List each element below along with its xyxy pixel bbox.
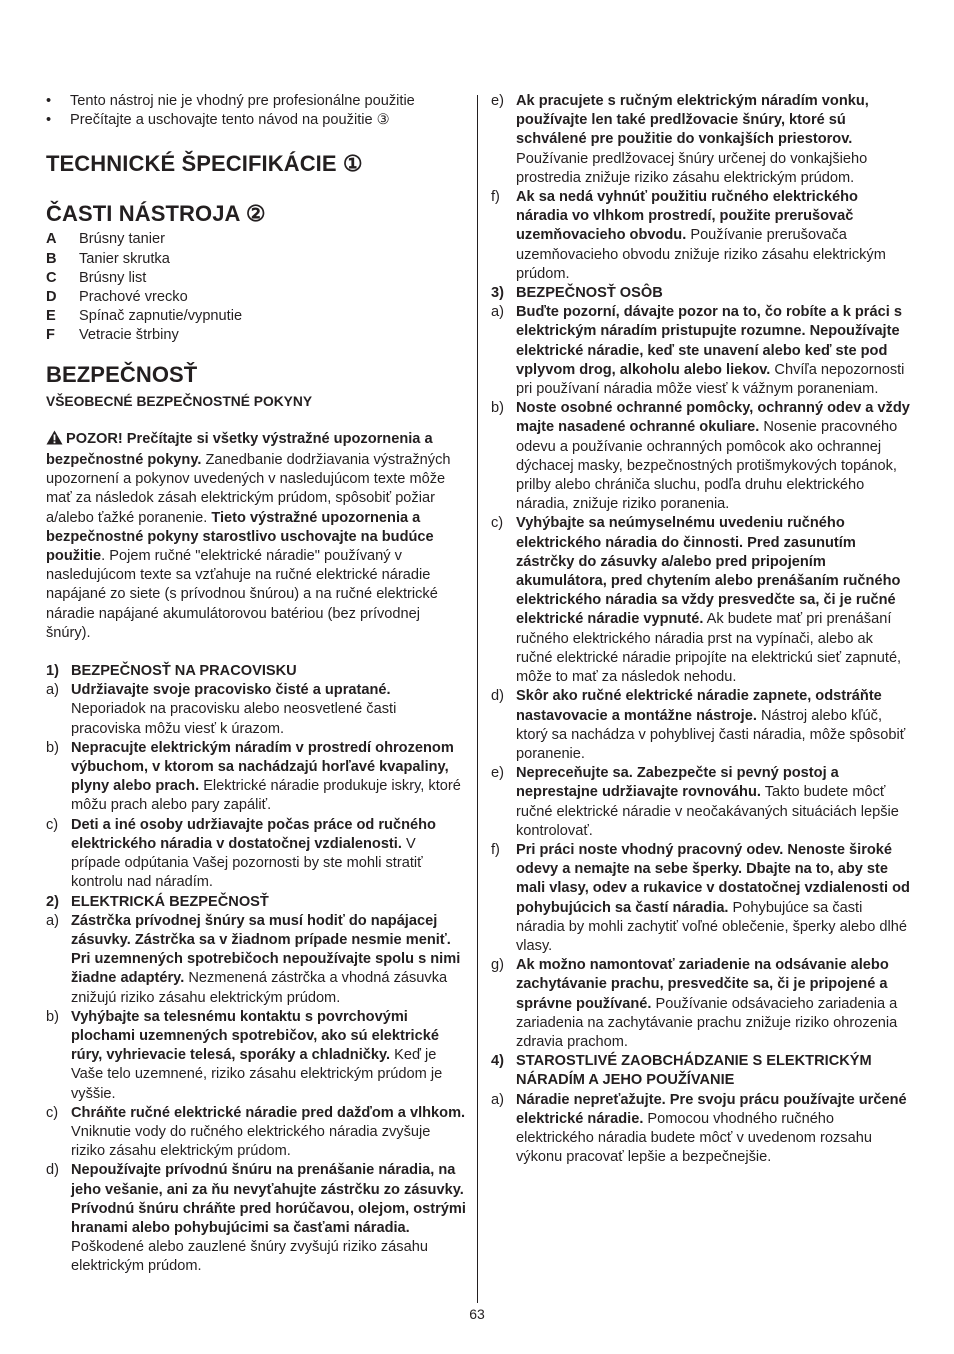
- intro-bullet: • Prečítajte a uschovajte tento návod na použitie ③: [46, 112, 390, 129]
- list-item: d) Skôr ako ručné elektrické náradie zapnete, odstráňte nastavovacie a montážne nástroje. Nástroj alebo kľúč, ktorý sa nachádza v pohyblivej časti náradia, môže spôsobiť poranenie.: [491, 688, 906, 762]
- list-item: b) Nepracujte elektrickým náradím v prostredí ohrozenom výbuchom, v ktorom sa nachádzajú horľavé kvapaliny, plyny alebo prach. Elektrické náradie produkuje iskry, ktoré môžu prach alebo pary zapáliť.: [46, 739, 461, 814]
- right-column: [491, 92, 911, 1167]
- list-item: f) Pri práci noste vhodný pracovný odev. Nenoste široké odevy a nemajte na sebe šperky. Dbajte na to, aby ste mali vlasy, odev a rukavice v dostatočnej vzdialenosti od pohybujúcich sa častí náradia. Pohybujúce sa časti náradia by mohli zachytiť voľné oblečenie, šperky alebo dlhé vlasy.: [491, 841, 910, 954]
- heading-technical-specifications: TECHNICKÉ ŠPECIFIKÁCIE ①: [46, 151, 363, 177]
- list-item: g) Ak možno namontovať zariadenie na odsávanie alebo zachytávanie prachu, presvedčite sa, či je pripojené a správne používané. Používanie odsávacieho zariadenia a zariadenia na zachytávanie prachu znižuje riziko ohrozenia zdravia prachom.: [491, 957, 898, 1050]
- warning-triangle-icon: [46, 430, 63, 451]
- column-divider: [477, 95, 478, 1303]
- list-item: d) Nepoužívajte prívodnú šnúru na prenášanie náradia, na jeho vešanie, ani za ňu nevyťahujte zástrčku zo zásuvky. Prívodnú šnúru chráňte pred horúčavou, olejom, ostrými hranami alebo pohybujúcimi sa časťami náradia. Poškodené alebo zauzlené šnúry zvyšujú riziko zásahu elektrickým prúdom.: [46, 1162, 466, 1275]
- list-item: e) Ak pracujete s ručným elektrickým náradím vonku, používajte len také predlžovacie šnúry, ktoré sú schválené pre použitie do vonkajších priestorov. Používanie predlžovacej šnúry určenej do vonkajšieho prostredia znižuje riziko zásahu elektrickým prúdom.: [491, 93, 869, 186]
- heading-tool-parts: ČASTI NÁSTROJA ②: [46, 201, 266, 227]
- parts-list: [46, 230, 466, 345]
- part-item: C Brúsny list: [46, 269, 147, 286]
- list-item: b) Noste osobné ochranné pomôcky, ochranný odev a vždy majte nasadené ochranné okuliare. Nosenie pracovného odevu a používanie ochranných pomôcok ako ochrannej dýchacej masky, bezpečnostných protišmykových topánok, prilby alebo chrániča sluchu, podľa druhu elektrického náradia, znižuje riziko poranenia.: [491, 400, 910, 513]
- list-item: a) Udržiavajte svoje pracovisko čisté a upratané. Neporiadok na pracovisku alebo neosvetlené časti pracoviska môžu viesť k úrazom.: [46, 682, 397, 737]
- list-item: c) Vyhýbajte sa neúmyselnému uvedeniu ručného elektrického náradia do činnosti. Pred zasunutím zástrčky do zásuvky a/alebo pred pripojením akumulátora, pred chytením alebo prenášaním ručného elektrického náradia sa vždy presvedčte sa, či je ručné elektrické náradie vypnuté. Ak budete mať pri prenášaní ručného elektrického náradia prst na vypínači, alebo ak ručné elektrické náradie pripojíte na elektrickú sieť zapnuté, môže to mať za následok nehodu.: [491, 515, 902, 686]
- part-item: F Vetracie štrbiny: [46, 327, 179, 344]
- list-item: e) Nepreceňujte sa. Zabezpečte si pevný postoj a neprestajne udržiavajte rovnováhu. Takto budete môcť ručné elektrické náradie v neočakávaných situáciách lepšie kontrolovať.: [491, 765, 899, 839]
- list-item: a) Náradie nepreťažujte. Pre svoju prácu používajte určené elektrické náradie. Pomocou vhodného ručného elektrického náradia budete môcť v uvedenom rozsahu výkonu pracovať lepšie a bezpečnejšie.: [491, 1091, 907, 1166]
- section-heading-work-area: 1) BEZPEČNOSŤ NA PRACOVISKU: [46, 663, 297, 680]
- list-item: c) Deti a iné osoby udržiavajte počas práce od ručného elektrického náradia v dostatočnej vzdialenosti. V prípade odpútania Vašej pozornosti by ste mohli stratiť kontrolu nad náradím.: [46, 816, 436, 891]
- part-item: A Brúsny tanier: [46, 231, 165, 248]
- subheading-general-safety: VŠEOBECNÉ BEZPEČNOSTNÉ POKYNY: [46, 393, 313, 409]
- list-item: a) Zástrčka prívodnej šnúry sa musí hodiť do napájacej zásuvky. Zástrčka sa v žiadnom prípade nesmie meniť. Pri uzemnených spotrebičoch nepoužívajte spolu s nimi žiadne adaptéry. Nezmenená zástrčka a vhodná zásuvka znižujú riziko zásahu elektrickým prúdom.: [46, 912, 461, 1006]
- left-column: [46, 92, 466, 1277]
- page-number: 63: [469, 1306, 485, 1322]
- list-item: b) Vyhýbajte sa telesnému kontaktu s povrchovými plochami uzemnených spotrebičov, ako sú elektrické rúry, vyhrievacie telesá, sporáky a chladničky. Keď je Vaše telo uzemnené, riziko zásahu elektrickým prúdom je vyššie.: [46, 1008, 443, 1102]
- heading-safety: BEZPEČNOSŤ: [46, 361, 198, 387]
- section-heading-tool-use: 4) STAROSTLIVÉ ZAOBCHÁDZANIE S ELEKTRICKÝM NÁRADÍM A JEHO POUŽÍVANIE: [491, 1053, 872, 1089]
- part-item: E Spínač zapnutie/vypnutie: [46, 308, 243, 325]
- list-item: a) Buďte pozorní, dávajte pozor na to, čo robíte a k práci s elektrickým náradím pristupujte rozumne. Nepoužívajte elektrické náradie, keď ste unavení alebo keď ste pod vplyvom drog, alkoholu alebo liekov. Chvíľa nepozornosti pri používaní náradia môže viesť k vážnym poraneniam.: [491, 304, 905, 398]
- part-item: D Prachové vrecko: [46, 289, 188, 306]
- warning-paragraph: POZOR! Prečítajte si všetky výstražné upozornenia a bezpečnostné pokyny. Zanedbanie dodržiavania výstražných upozornení a pokynov uvedených v nasledujúcom texte môže mať za následok zásah elektrickým prúdom, spôsobiť požiar a/alebo ťažké poranenie. Tieto výstražné upozornenia a bezpečnostné pokyny starostlivo uschovajte na budúce použitie. Pojem ručné "elektrické náradie" používaný v nasledujúcom texte sa vzťahuje na ručné elektrické náradie napájané zo siete (s prívodnou šnúrou) a na ručné elektrické náradie napájané akumulátorovou batériou (bez prívodnej šnúry).: [46, 430, 451, 641]
- section-heading-electrical: 2) ELEKTRICKÁ BEZPEČNOSŤ: [46, 893, 269, 910]
- intro-bullet: • Tento nástroj nie je vhodný pre profesionálne použitie: [46, 93, 415, 109]
- list-item: f) Ak sa nedá vyhnúť použitiu ručného elektrického náradia vo vlhkom prostredí, použite prerušovač uzemňovacieho obvodu. Používanie prerušovača uzemňovacieho obvodu znižuje riziko zásahu elektrickým prúdom.: [491, 189, 886, 282]
- part-item: B Tanier skrutka: [46, 250, 170, 267]
- list-item: c) Chráňte ručné elektrické náradie pred dažďom a vlhkom. Vniknutie vody do ručného elektrického náradia zvyšuje riziko zásahu elektrickým prúdom.: [46, 1104, 466, 1160]
- section-heading-personal-safety: 3) BEZPEČNOSŤ OSÔB: [491, 285, 663, 302]
